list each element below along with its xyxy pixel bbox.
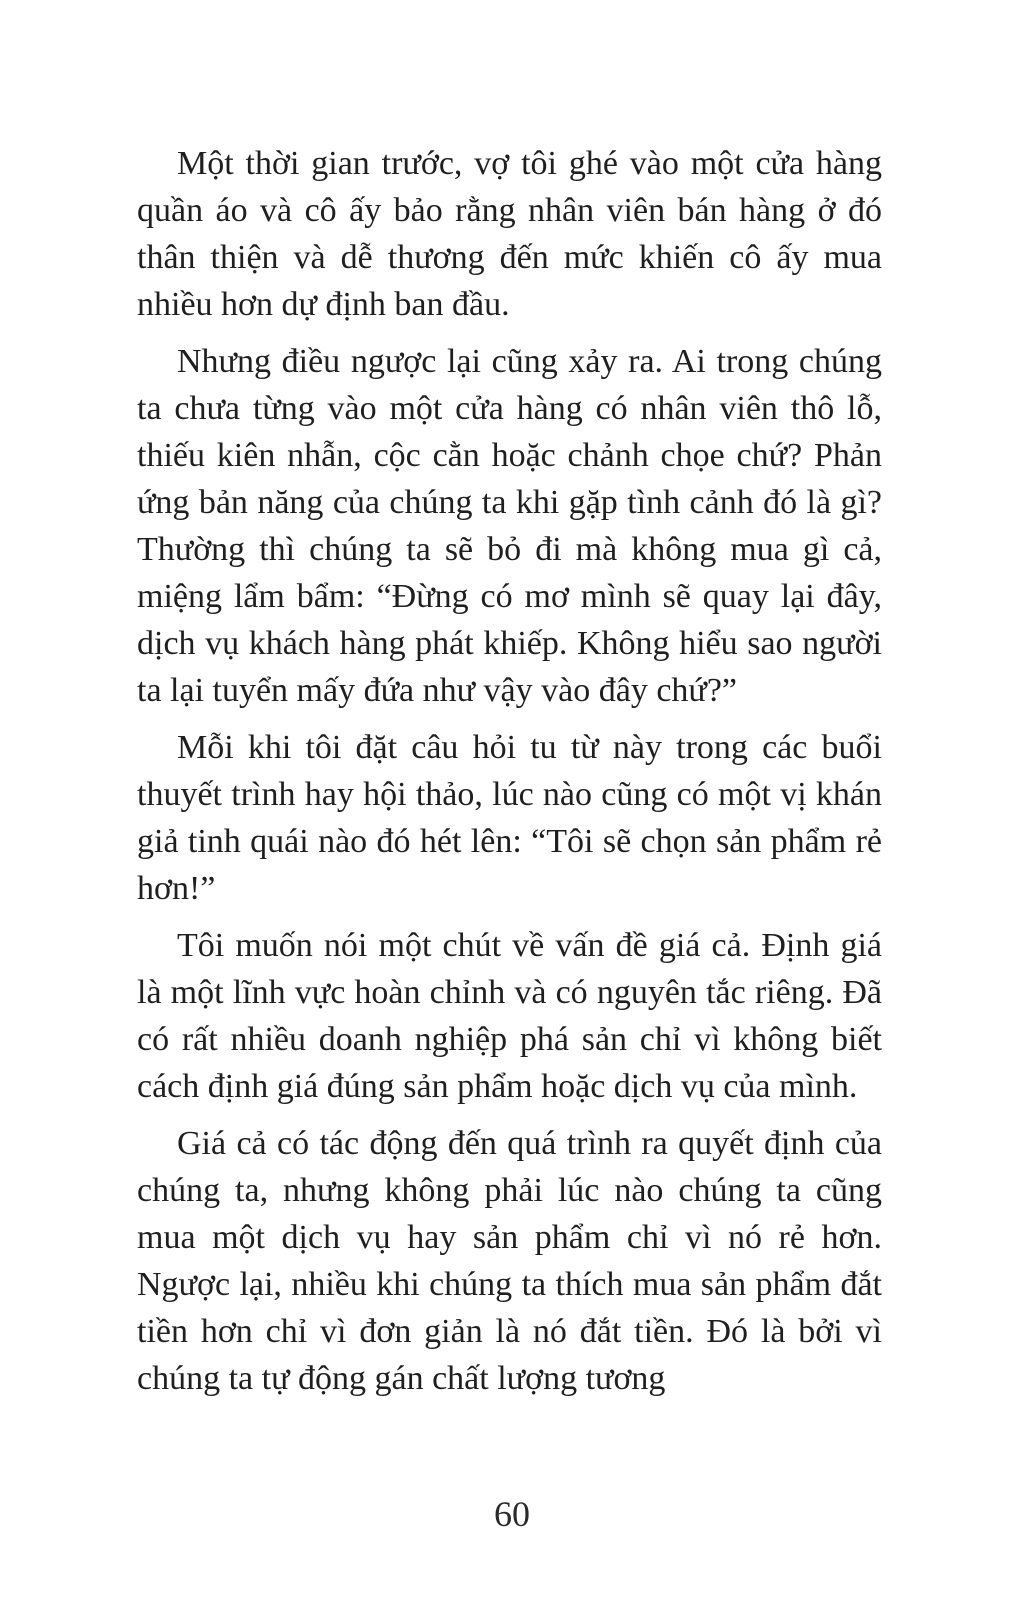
paragraph-5: Giá cả có tác động đến quá trình ra quyết định của chúng ta, nhưng không phải lúc nào chúng ta cũng mua một dịch vụ hay sản phẩm chỉ vì nó rẻ hơn. Ngược lại, nhiều khi chúng ta thích mua sản phẩm đắt tiền hơn chỉ vì đơn giản là nó đắt tiền. Đó là bởi vì chúng ta tự động gán chất lượng tương bbox=[137, 1125, 882, 1397]
page-number: 60 bbox=[494, 1494, 530, 1534]
page-text bbox=[137, 140, 882, 1412]
paragraph-2: Nhưng điều ngược lại cũng xảy ra. Ai trong chúng ta chưa từng vào một cửa hàng có nhân viên thô lỗ, thiếu kiên nhẫn, cộc cằn hoặc chảnh chọe chứ? Phản ứng bản năng của chúng ta khi gặp tình cảnh đó là gì? Thường thì chúng ta sẽ bỏ đi mà không mua gì cả, miệng lẩm bẩm: “Đừng có mơ mình sẽ quay lại đây, dịch vụ khách hàng phát khiếp. Không hiểu sao người ta lại tuyển mấy đứa như vậy vào đây chứ?” bbox=[137, 343, 882, 709]
paragraph-4: Tôi muốn nói một chút về vấn đề giá cả. Định giá là một lĩnh vực hoàn chỉnh và có nguyên tắc riêng. Đã có rất nhiều doanh nghiệp phá sản chỉ vì không biết cách định giá đúng sản phẩm hoặc dịch vụ của mình. bbox=[137, 927, 882, 1105]
paragraph-3: Mỗi khi tôi đặt câu hỏi tu từ này trong các buổi thuyết trình hay hội thảo, lúc nào cũng có một vị khán giả tinh quái nào đó hét lên: “Tôi sẽ chọn sản phẩm rẻ hơn!” bbox=[137, 729, 882, 907]
paragraph-1: Một thời gian trước, vợ tôi ghé vào một cửa hàng quần áo và cô ấy bảo rằng nhân viên bán hàng ở đó thân thiện và dễ thương đến mức khiến cô ấy mua nhiều hơn dự định ban đầu. bbox=[137, 145, 882, 323]
